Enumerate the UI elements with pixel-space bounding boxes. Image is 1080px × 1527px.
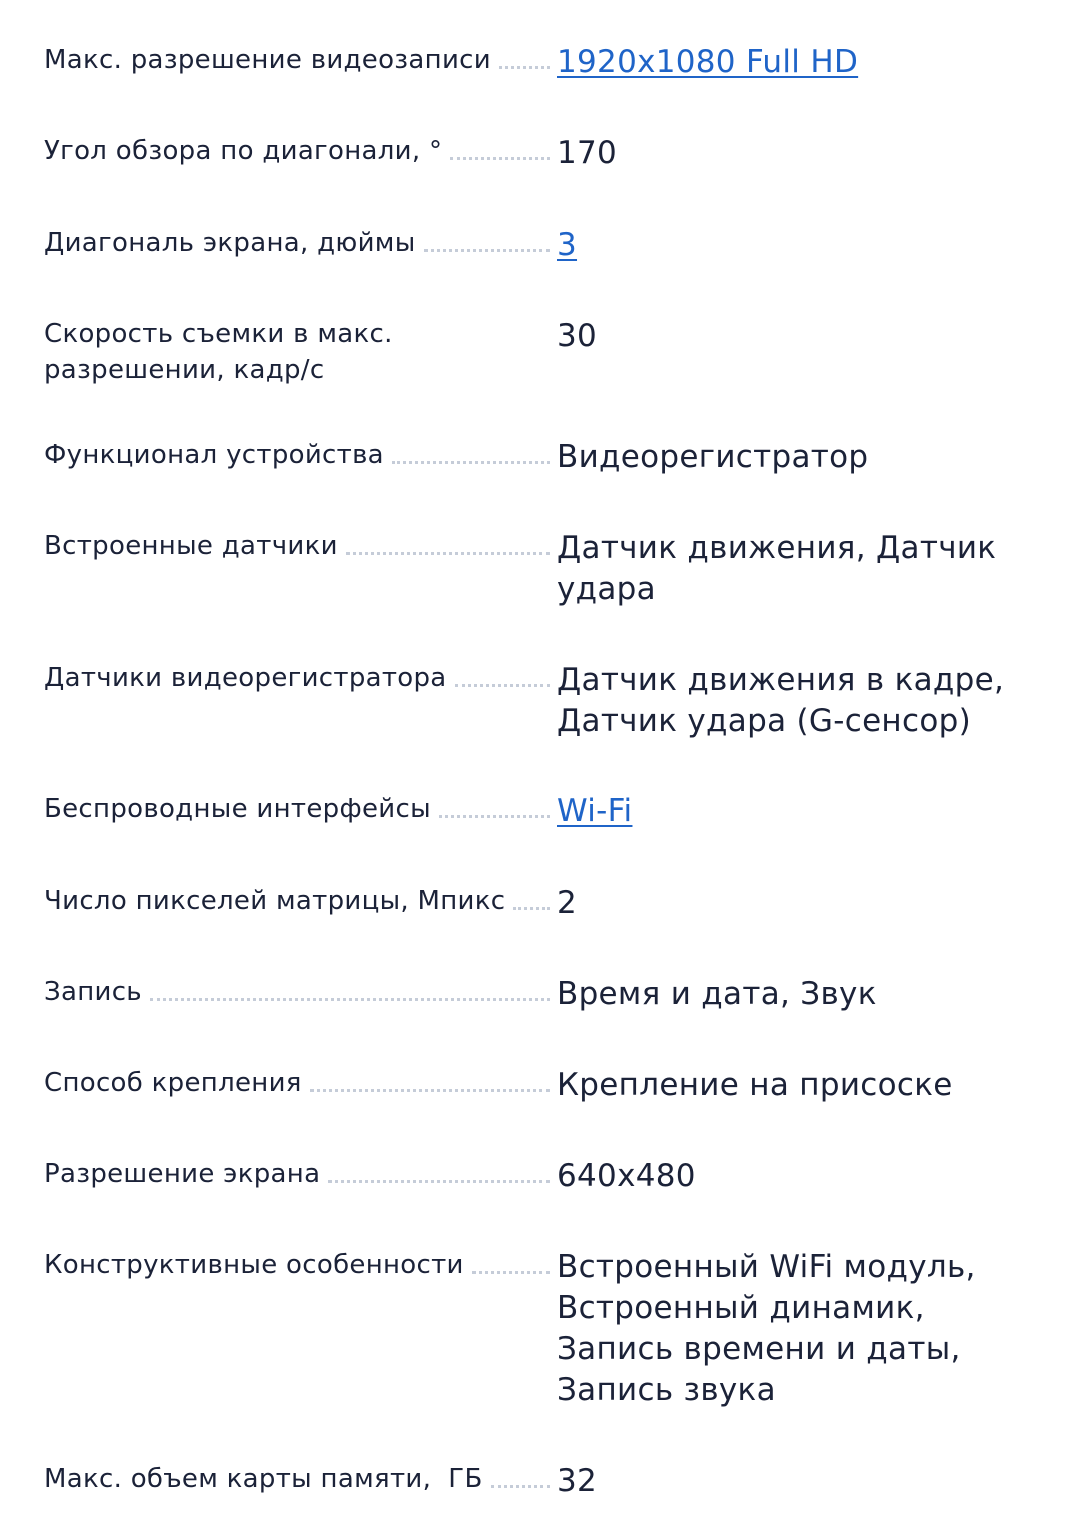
spec-value-link[interactable]: Wi-Fi: [557, 793, 633, 829]
spec-label-col: [44, 974, 550, 1010]
spec-label-col: [44, 1065, 550, 1101]
dotted-leader: [392, 461, 550, 464]
spec-label: Конструктивные особенности: [44, 1250, 464, 1280]
spec-label-col: [44, 133, 550, 169]
spec-label-col: [44, 528, 550, 564]
spec-label: Функционал устройства: [44, 440, 384, 470]
dotted-leader: [310, 1089, 550, 1092]
dotted-leader: [491, 1485, 550, 1488]
spec-label-col: [44, 1461, 550, 1497]
dotted-leader: [439, 815, 550, 818]
spec-label: Макс. разрешение видеозаписи: [44, 45, 491, 75]
dotted-leader: [150, 998, 550, 1001]
spec-value-link[interactable]: 3: [557, 227, 578, 263]
dotted-leader: [472, 1271, 550, 1274]
spec-label: Макс. объем карты памяти, ГБ: [44, 1464, 483, 1494]
spec-label-col: [44, 791, 550, 827]
spec-label-col: [44, 316, 550, 388]
spec-label: Число пикселей матрицы, Мпикс: [44, 886, 506, 916]
dotted-leader: [346, 552, 550, 555]
spec-value: 30: [557, 318, 598, 354]
spec-label-col: [44, 225, 550, 261]
spec-label-col: [44, 437, 550, 473]
spec-value-link[interactable]: 1920x1080 Full HD: [557, 44, 859, 80]
spec-label: Диагональ экрана, дюймы: [44, 228, 416, 258]
dotted-leader: [450, 157, 550, 160]
spec-label: Угол обзора по диагонали, °: [44, 136, 443, 166]
spec-label: Беспроводные интерфейсы: [44, 794, 431, 824]
dotted-leader: [499, 66, 550, 69]
spec-label: Разрешение экрана: [44, 1159, 321, 1189]
spec-label-col: [44, 660, 550, 696]
spec-value: 170: [557, 135, 618, 171]
dotted-leader: [455, 684, 550, 687]
spec-value: Крепление на присоске: [557, 1067, 953, 1103]
spec-label: Датчики видеорегистратора: [44, 663, 447, 693]
spec-value: Время и дата, Звук: [557, 976, 877, 1012]
spec-value: Датчик движения, Датчик удара: [557, 530, 997, 607]
spec-label: Встроенные датчики: [44, 531, 338, 561]
spec-value: 2: [557, 885, 578, 921]
spec-label-col: [44, 883, 550, 919]
spec-value: 640x480: [557, 1158, 696, 1194]
spec-value: 32: [557, 1463, 598, 1499]
spec-label-col: [44, 1156, 550, 1192]
dotted-leader: [424, 249, 550, 252]
spec-label-col: [44, 1247, 550, 1283]
spec-label: Скорость съемки в макс. разрешении, кадр/с: [44, 319, 393, 385]
spec-label: Запись: [44, 977, 142, 1007]
spec-value: Видеорегистратор: [557, 439, 869, 475]
spec-value: Встроенный WiFi модуль, Встроенный динамик, Запись времени и даты, Запись звука: [557, 1249, 976, 1408]
dotted-leader: [513, 907, 550, 910]
spec-value: Датчик движения в кадре, Датчик удара (G-сенсор): [557, 662, 1005, 739]
spec-label: Способ крепления: [44, 1068, 302, 1098]
dotted-leader: [328, 1180, 550, 1183]
spec-label-col: [44, 42, 550, 78]
